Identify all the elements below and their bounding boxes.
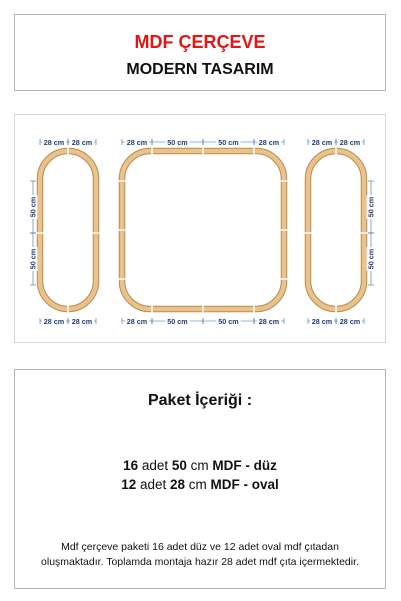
right-oval-frame-edge — [308, 151, 364, 309]
dimension-label: 28 cm — [126, 137, 148, 147]
dimension-label: 50 cm — [28, 196, 38, 218]
frame-diagram-panel — [14, 114, 386, 343]
package-heading: Paket İçeriği : — [147, 392, 253, 409]
right-oval-frame — [308, 151, 364, 309]
dimension-label: 28 cm — [339, 316, 361, 326]
dimension-label: 28 cm — [258, 137, 280, 147]
dimension-label: 28 cm — [311, 316, 333, 326]
oval-count: 12 — [121, 477, 137, 492]
oval-size: 28 — [170, 477, 186, 492]
dimension-label: 28 cm — [71, 137, 93, 147]
straight-type: MDF - düz — [212, 458, 277, 473]
dimension-label: 50 cm — [366, 196, 376, 218]
dimension-label: 28 cm — [311, 137, 333, 147]
package-line-oval — [15, 477, 385, 492]
dimension-label: 50 cm — [167, 137, 188, 147]
dimension-label: 50 cm — [28, 248, 38, 270]
oval-word: adet — [136, 477, 170, 492]
dimension-label: 28 cm — [43, 137, 65, 147]
center-frame — [122, 151, 284, 309]
straight-count: 16 — [123, 458, 139, 473]
product-title: MDF ÇERÇEVE — [134, 32, 266, 52]
package-description: Mdf çerçeve paketi 16 adet düz ve 12 adet oval mdf çıtadan oluşmaktadır. Toplamda montaja hazır 28 adet mdf çıta içermektedir. — [41, 541, 359, 568]
straight-unit: cm — [186, 458, 213, 473]
left-oval-frame-edge — [40, 151, 96, 309]
oval-type: MDF - oval — [210, 477, 279, 492]
straight-size: 50 — [171, 458, 187, 473]
dimension-label: 28 cm — [71, 316, 93, 326]
title-panel — [14, 14, 386, 91]
dimension-label: 50 cm — [167, 316, 188, 326]
frame-diagram — [15, 115, 387, 344]
left-oval-frame — [40, 151, 96, 309]
package-line-straight — [15, 458, 385, 473]
center-frame-edge — [122, 151, 284, 309]
dimension-label: 50 cm — [366, 248, 376, 270]
dimension-label: 50 cm — [218, 137, 239, 147]
dimension-label: 28 cm — [43, 316, 65, 326]
straight-word: adet — [138, 458, 172, 473]
package-info-panel — [14, 369, 386, 589]
oval-unit: cm — [185, 477, 211, 492]
dimension-label: 28 cm — [258, 316, 280, 326]
dimension-label: 28 cm — [126, 316, 148, 326]
dimension-label: 50 cm — [218, 316, 239, 326]
dimension-label: 28 cm — [339, 137, 361, 147]
product-subtitle: MODERN TASARIM — [126, 61, 274, 78]
